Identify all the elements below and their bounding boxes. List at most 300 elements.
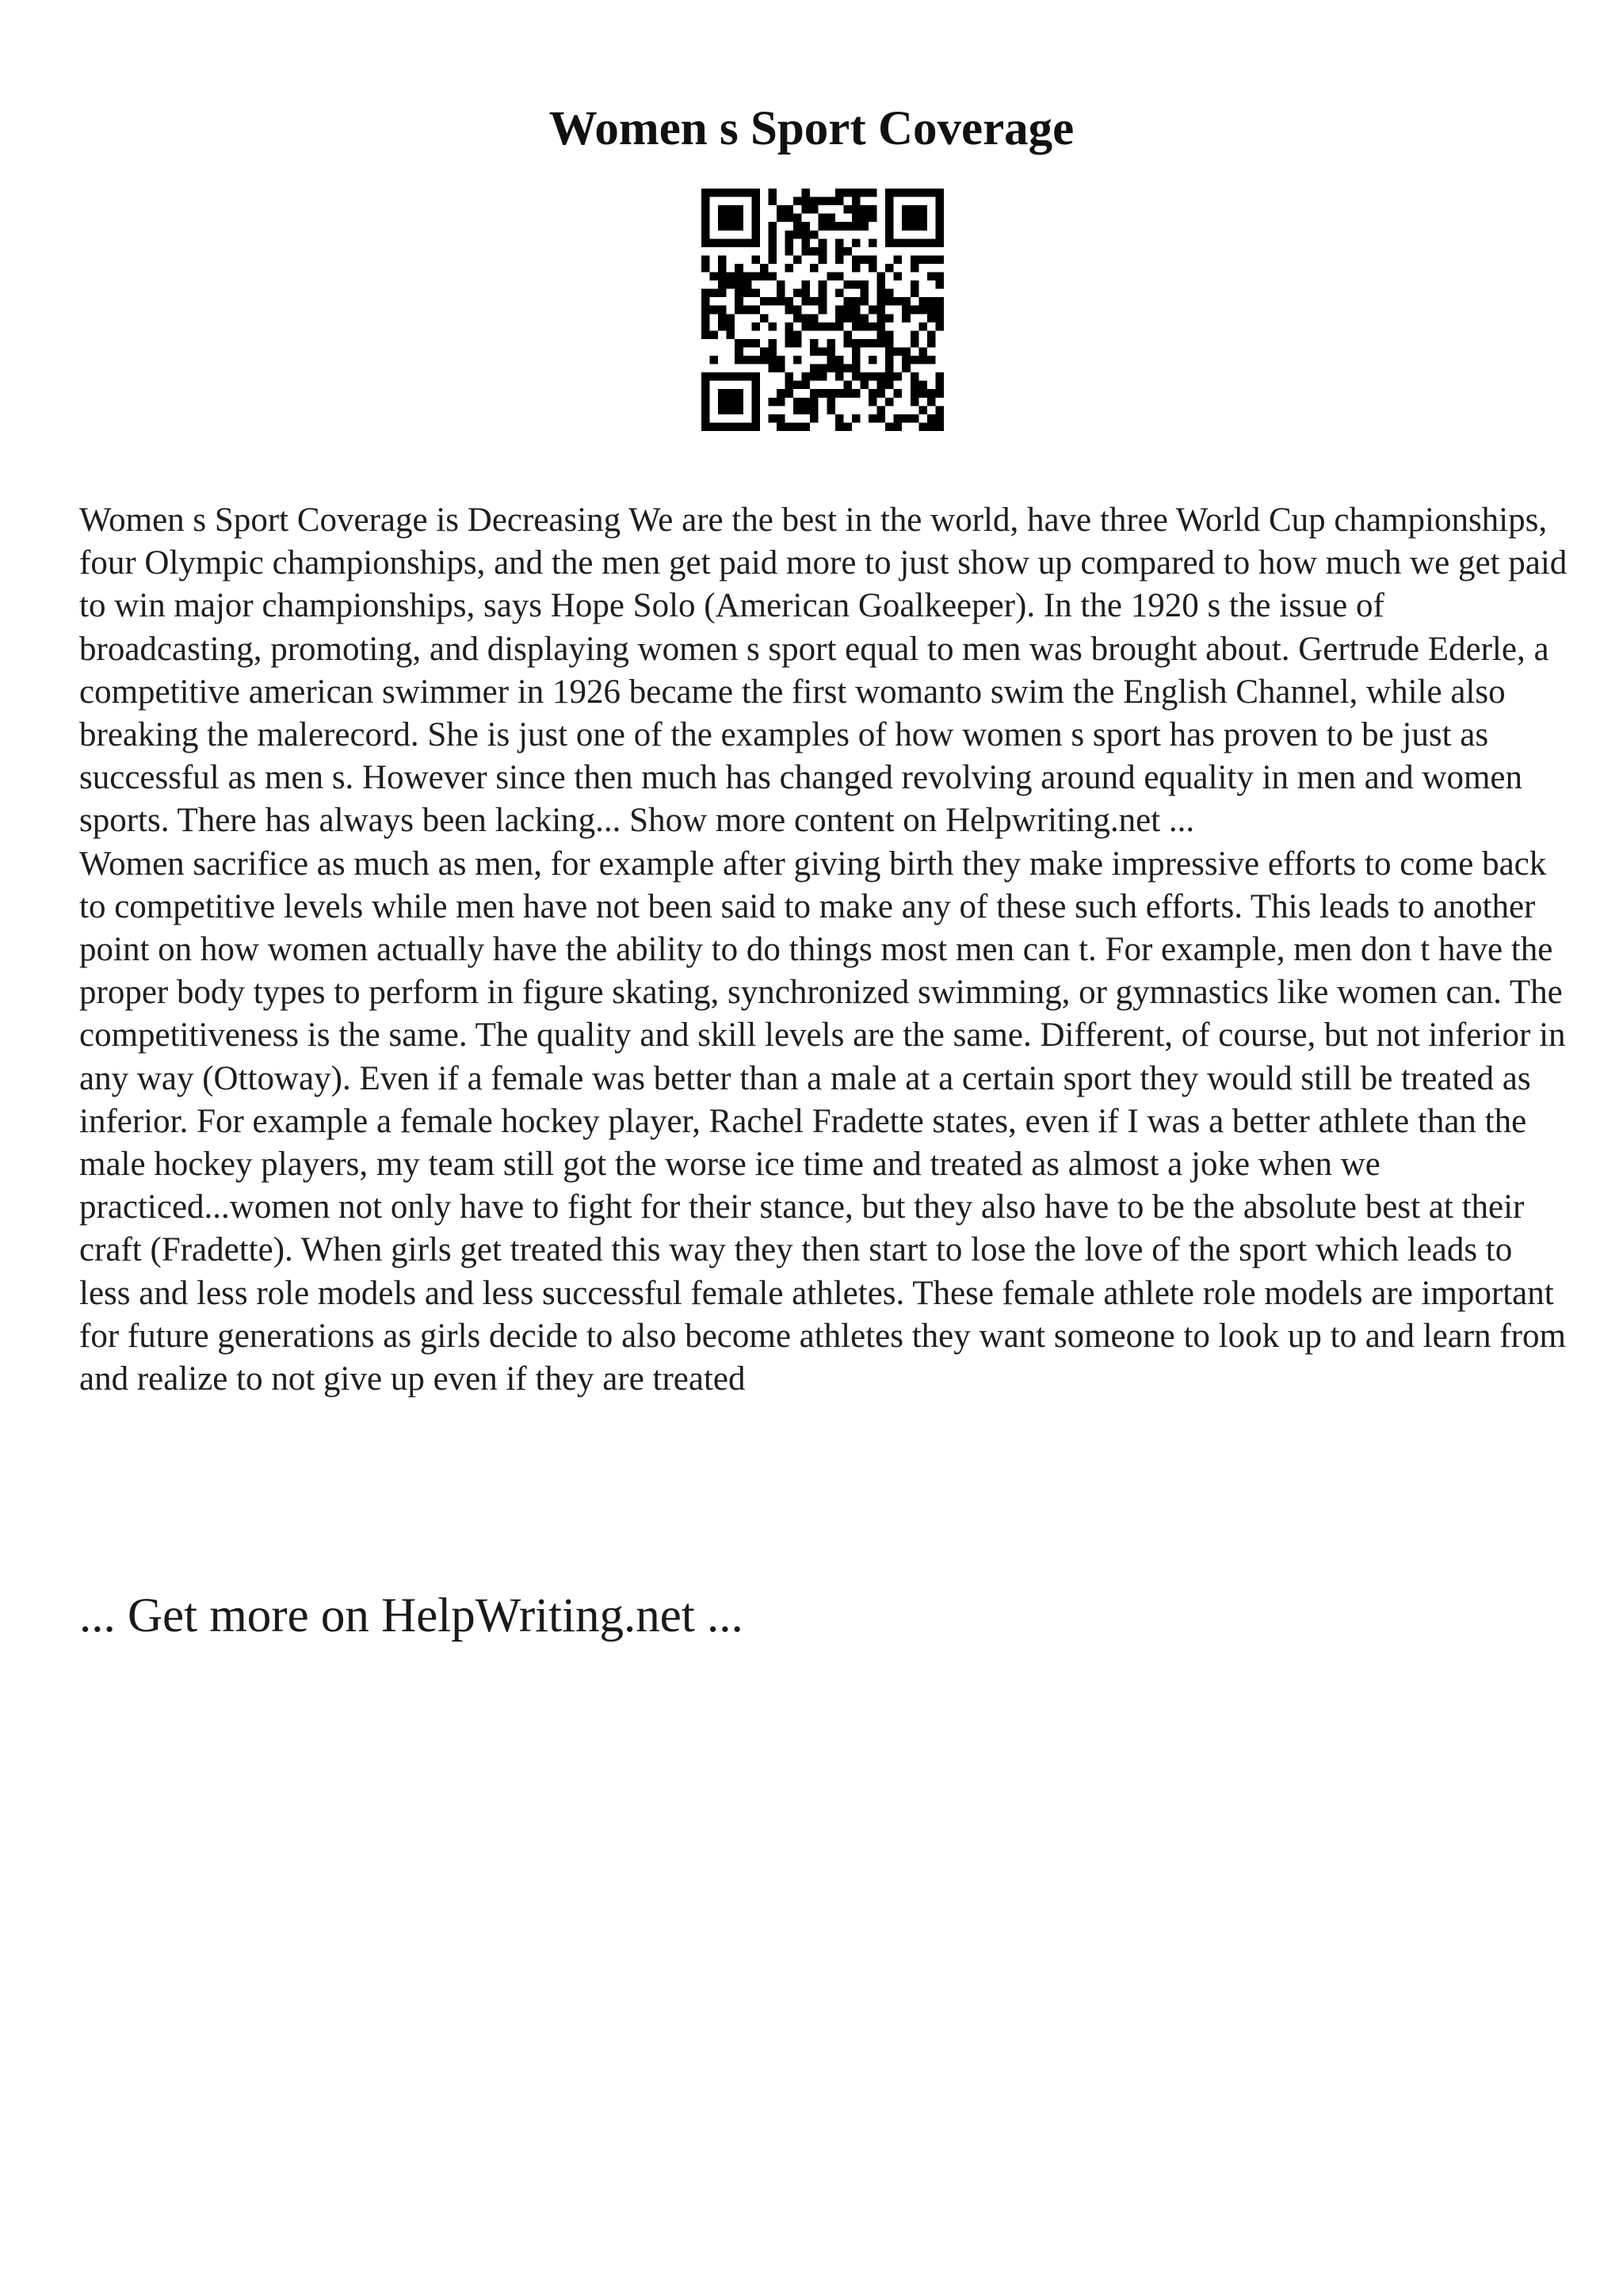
qr-module [819, 372, 827, 381]
qr-module [701, 297, 710, 306]
qr-module [727, 389, 735, 398]
qr-module [735, 406, 743, 414]
qr-module [852, 197, 861, 206]
qr-module [935, 197, 944, 206]
qr-module [885, 398, 894, 406]
qr-module [710, 289, 719, 298]
qr-module [810, 205, 819, 214]
qr-module [810, 406, 819, 414]
qr-module [843, 330, 852, 339]
qr-module [927, 314, 936, 322]
qr-module [869, 356, 877, 364]
article-body [79, 499, 1569, 1401]
qr-module [902, 205, 911, 214]
qr-module [852, 347, 861, 356]
qr-module [701, 422, 710, 431]
qr-module [710, 330, 719, 339]
qr-module [911, 306, 919, 315]
qr-module [727, 406, 735, 414]
qr-module [935, 189, 944, 197]
qr-module [877, 289, 886, 298]
qr-module [827, 347, 835, 356]
qr-module [918, 406, 927, 414]
qr-module [827, 356, 835, 364]
qr-module [852, 389, 861, 398]
qr-module [802, 398, 811, 406]
qr-module [793, 255, 802, 264]
qr-module [894, 372, 903, 381]
qr-module [860, 339, 869, 348]
qr-module [852, 322, 861, 331]
qr-module [768, 414, 777, 423]
qr-module [819, 289, 827, 298]
qr-module [743, 273, 752, 281]
qr-module [819, 214, 827, 223]
qr-module [935, 389, 944, 398]
qr-module [835, 189, 844, 197]
qr-module [911, 189, 919, 197]
qr-module [793, 422, 802, 431]
qr-module [877, 306, 886, 315]
qr-module [843, 389, 852, 398]
qr-module [852, 214, 861, 223]
qr-module [927, 306, 936, 315]
qr-module [743, 306, 752, 315]
qr-module [885, 214, 894, 223]
qr-module [793, 289, 802, 298]
qr-module [718, 273, 727, 281]
qr-module [927, 330, 936, 339]
qr-module [710, 372, 719, 381]
qr-module [911, 356, 919, 364]
qr-module [751, 197, 760, 206]
qr-module [819, 322, 827, 331]
qr-module [760, 264, 769, 273]
qr-module [935, 314, 944, 322]
qr-module [852, 306, 861, 315]
qr-module [852, 414, 861, 423]
qr-module [852, 255, 861, 264]
qr-module [911, 339, 919, 348]
qr-module [860, 255, 869, 264]
qr-module [810, 347, 819, 356]
qr-module [751, 289, 760, 298]
qr-module [852, 364, 861, 373]
qr-module [793, 406, 802, 414]
qr-module [785, 238, 794, 247]
get-more-link[interactable]: ... Get more on HelpWriting.net ... [79, 1589, 743, 1642]
qr-module [935, 406, 944, 414]
qr-module [735, 238, 743, 247]
qr-module [810, 414, 819, 423]
qr-module [793, 222, 802, 231]
qr-module [935, 255, 944, 264]
qr-module [735, 347, 743, 356]
qr-module [860, 289, 869, 298]
qr-module [852, 238, 861, 247]
qr-module [835, 314, 844, 322]
qr-module [785, 214, 794, 223]
qr-module [843, 306, 852, 315]
qr-module [911, 372, 919, 381]
qr-module [751, 189, 760, 197]
qr-module [877, 389, 886, 398]
qr-module [902, 238, 911, 247]
qr-module [751, 255, 760, 264]
qr-module [802, 238, 811, 247]
qr-module [777, 297, 785, 306]
qr-module [810, 364, 819, 373]
qr-module [935, 222, 944, 231]
qr-module [911, 381, 919, 390]
qr-module [894, 414, 903, 423]
qr-module [843, 339, 852, 348]
qr-module [768, 247, 777, 256]
qr-module [852, 339, 861, 348]
qr-module [835, 222, 844, 231]
qr-module [751, 205, 760, 214]
qr-module [835, 306, 844, 315]
qr-module [751, 238, 760, 247]
qr-module [718, 306, 727, 315]
qr-module [751, 422, 760, 431]
qr-module [843, 280, 852, 289]
qr-module [918, 222, 927, 231]
qr-module [902, 222, 911, 231]
qr-module [827, 364, 835, 373]
qr-module [777, 356, 785, 364]
qr-module [835, 389, 844, 398]
qr-module [911, 398, 919, 406]
qr-module [735, 222, 743, 231]
qr-module [877, 322, 886, 331]
qr-module [885, 422, 894, 431]
qr-module [701, 255, 710, 264]
qr-module [785, 297, 794, 306]
qr-module [793, 214, 802, 223]
qr-module [751, 273, 760, 281]
qr-module [718, 238, 727, 247]
qr-module [793, 197, 802, 206]
qr-module [701, 264, 710, 273]
qr-module [852, 356, 861, 364]
qr-module [768, 398, 777, 406]
qr-module [843, 297, 852, 306]
qr-module [894, 297, 903, 306]
qr-module [735, 398, 743, 406]
qr-module [743, 280, 752, 289]
qr-module [877, 297, 886, 306]
qr-module [885, 339, 894, 348]
qr-module [819, 347, 827, 356]
qr-module [918, 389, 927, 398]
qr-module [735, 389, 743, 398]
qr-module [710, 189, 719, 197]
qr-module [751, 406, 760, 414]
qr-module [869, 255, 877, 264]
qr-module [819, 389, 827, 398]
qr-module [710, 422, 719, 431]
qr-module [852, 264, 861, 273]
qr-module [777, 398, 785, 406]
qr-module [935, 273, 944, 281]
paragraph-1: Women s Sport Coverage is Decreasing We are the best in the world, have three World Cup championships, four Olympic championships, and the men get paid more to just show up compared to how much we get paid to win major championships, says Hope Solo (American Goalkeeper). In the 1920 s the issue of broadcasting, promoting, and displaying women s sport equal to men was brought about. Gertrude Ederle, a competitive american swimmer in 1926 became the first womanto swim the English Channel, while also breaking the malerecord. She is just one of the examples of how women s sport has proven to be just as successful as men s. However since then much has changed revolving around equality in men and women sports. There has always been lacking... Show more content on Helpwriting.net ... [79, 502, 1568, 840]
qr-module [852, 189, 861, 197]
qr-module [727, 398, 735, 406]
qr-module [810, 339, 819, 348]
qr-module [793, 231, 802, 239]
qr-module [843, 247, 852, 256]
qr-module [785, 247, 794, 256]
qr-module [877, 414, 886, 423]
qr-module [701, 189, 710, 197]
qr-module [911, 389, 919, 398]
qr-module [843, 205, 852, 214]
qr-module [902, 414, 911, 423]
qr-module [810, 197, 819, 206]
qr-module [777, 205, 785, 214]
qr-module [927, 297, 936, 306]
qr-module [827, 197, 835, 206]
qr-code-icon[interactable] [701, 189, 944, 431]
qr-module [852, 297, 861, 306]
qr-module [885, 231, 894, 239]
qr-module [701, 205, 710, 214]
qr-module [885, 364, 894, 373]
qr-module [735, 189, 743, 197]
qr-module [710, 273, 719, 281]
qr-module [852, 280, 861, 289]
qr-module [802, 422, 811, 431]
qr-module [927, 189, 936, 197]
qr-module [701, 238, 710, 247]
qr-module [819, 364, 827, 373]
qr-module [835, 422, 844, 431]
qr-module [869, 372, 877, 381]
qr-module [918, 205, 927, 214]
qr-module [735, 205, 743, 214]
qr-module [885, 205, 894, 214]
qr-module [727, 372, 735, 381]
qr-module [819, 222, 827, 231]
qr-module [894, 255, 903, 264]
qr-module [927, 339, 936, 348]
qr-module [869, 414, 877, 423]
qr-module [768, 231, 777, 239]
qr-module [927, 356, 936, 364]
qr-module [927, 414, 936, 423]
qr-module [785, 306, 794, 315]
qr-module [751, 339, 760, 348]
qr-module [843, 381, 852, 390]
qr-module [701, 398, 710, 406]
qr-module [743, 372, 752, 381]
qr-module [918, 189, 927, 197]
qr-module [701, 214, 710, 223]
qr-module [743, 189, 752, 197]
qr-module [701, 330, 710, 339]
qr-module [918, 297, 927, 306]
page-title: Women s Sport Coverage [548, 102, 1075, 155]
qr-module [727, 222, 735, 231]
qr-module [810, 389, 819, 398]
qr-module [810, 231, 819, 239]
qr-module [927, 273, 936, 281]
qr-module [768, 238, 777, 247]
qr-module [885, 381, 894, 390]
qr-module [869, 389, 877, 398]
qr-module [819, 297, 827, 306]
qr-module [743, 339, 752, 348]
qr-module [793, 356, 802, 364]
qr-module [902, 314, 911, 322]
qr-module [760, 297, 769, 306]
qr-module [718, 289, 727, 298]
qr-module [869, 238, 877, 247]
qr-module [860, 189, 869, 197]
qr-module [768, 322, 777, 331]
qr-module [810, 247, 819, 256]
qr-module [885, 297, 894, 306]
qr-module [827, 222, 835, 231]
qr-module [877, 330, 886, 339]
qr-module [777, 422, 785, 431]
qr-module [718, 322, 727, 331]
qr-module [860, 322, 869, 331]
qr-module [918, 347, 927, 356]
qr-module [935, 214, 944, 223]
qr-module [735, 306, 743, 315]
qr-module [760, 314, 769, 322]
qr-module [802, 189, 811, 197]
qr-module [860, 214, 869, 223]
qr-module [860, 205, 869, 214]
qr-module [718, 389, 727, 398]
qr-module [802, 289, 811, 298]
qr-module [760, 273, 769, 281]
qr-module [793, 398, 802, 406]
qr-module [718, 189, 727, 197]
qr-module [701, 289, 710, 298]
qr-module [860, 222, 869, 231]
qr-module [777, 389, 785, 398]
qr-module [843, 189, 852, 197]
qr-module [768, 339, 777, 348]
qr-module [785, 264, 794, 273]
qr-module [877, 372, 886, 381]
qr-module [735, 273, 743, 281]
qr-module [918, 214, 927, 223]
qr-module [869, 322, 877, 331]
qr-module [735, 214, 743, 223]
qr-module [885, 189, 894, 197]
qr-module [843, 422, 852, 431]
qr-module [718, 372, 727, 381]
qr-module [802, 314, 811, 322]
qr-module [852, 222, 861, 231]
qr-module [768, 347, 777, 356]
qr-module [911, 238, 919, 247]
qr-module [902, 189, 911, 197]
qr-module [743, 422, 752, 431]
qr-module [710, 306, 719, 315]
qr-module [852, 314, 861, 322]
qr-module [751, 306, 760, 315]
qr-module [751, 414, 760, 423]
qr-module [927, 255, 936, 264]
qr-module [860, 280, 869, 289]
qr-module [701, 197, 710, 206]
qr-module [751, 381, 760, 390]
qr-module [827, 214, 835, 223]
qr-module [885, 264, 894, 273]
paragraph-2: Women sacrifice as much as men, for example after giving birth they make impressive efforts to come back to competitive levels while men have not been said to make any of these such efforts. This leads to another point on how women actually have the ability to do things most men can t. For example, men don t have the proper body types to perform in figure skating, synchronized swimming, or gymnastics like women can. The competitiveness is the same. The quality and skill levels are the same. Different, of course, but not inferior in any way (Ottoway). Even if a female was better than a male at a certain sport they would still be treated as inferior. For example a female hockey player, Rachel Fradette states, even if I was a better athlete than the male hockey players, my team still got the worse ice time and treated as almost a joke when we practiced...women not only have to fight for their stance, but they also have to be the absolute best at their craft (Fradette). When girls get treated this way they then start to lose the love of the sport which leads to less and less role models and less successful female athletes. These female athlete role models are important for future generations as girls decide to also become athletes they want someone to look up to and learn from and realize to not give up even if they are treated [79, 845, 1566, 1398]
qr-module [918, 356, 927, 364]
qr-module [718, 255, 727, 264]
qr-module [751, 372, 760, 381]
qr-module [710, 356, 719, 364]
qr-module [911, 289, 919, 298]
qr-module [802, 280, 811, 289]
qr-module [885, 356, 894, 364]
qr-module [718, 422, 727, 431]
qr-module [918, 306, 927, 315]
qr-module [927, 422, 936, 431]
qr-module [935, 381, 944, 390]
qr-module [760, 356, 769, 364]
qr-module [701, 414, 710, 423]
qr-module [877, 381, 886, 390]
qr-module [894, 238, 903, 247]
qr-module [777, 214, 785, 223]
qr-module [718, 398, 727, 406]
qr-module [911, 280, 919, 289]
qr-module [793, 314, 802, 322]
qr-module [918, 322, 927, 331]
qr-module [935, 372, 944, 381]
qr-module [701, 322, 710, 331]
qr-module [802, 222, 811, 231]
qr-module [735, 339, 743, 348]
qr-module [701, 231, 710, 239]
qr-module [793, 381, 802, 390]
qr-module [718, 214, 727, 223]
qr-module [852, 372, 861, 381]
qr-module [785, 372, 794, 381]
qr-module [743, 289, 752, 298]
qr-module [869, 339, 877, 348]
qr-module [785, 381, 794, 390]
qr-module [911, 222, 919, 231]
qr-module [751, 322, 760, 331]
qr-module [860, 381, 869, 390]
qr-module [718, 314, 727, 322]
qr-module [727, 422, 735, 431]
qr-module [835, 247, 844, 256]
qr-module [718, 406, 727, 414]
qr-module [701, 222, 710, 231]
qr-module [835, 322, 844, 331]
qr-module [735, 422, 743, 431]
qr-module [701, 381, 710, 390]
qr-module [902, 364, 911, 373]
qr-module [835, 356, 844, 364]
qr-module [885, 197, 894, 206]
qr-module [835, 273, 844, 281]
qr-module [727, 205, 735, 214]
qr-module [810, 372, 819, 381]
qr-module [827, 322, 835, 331]
